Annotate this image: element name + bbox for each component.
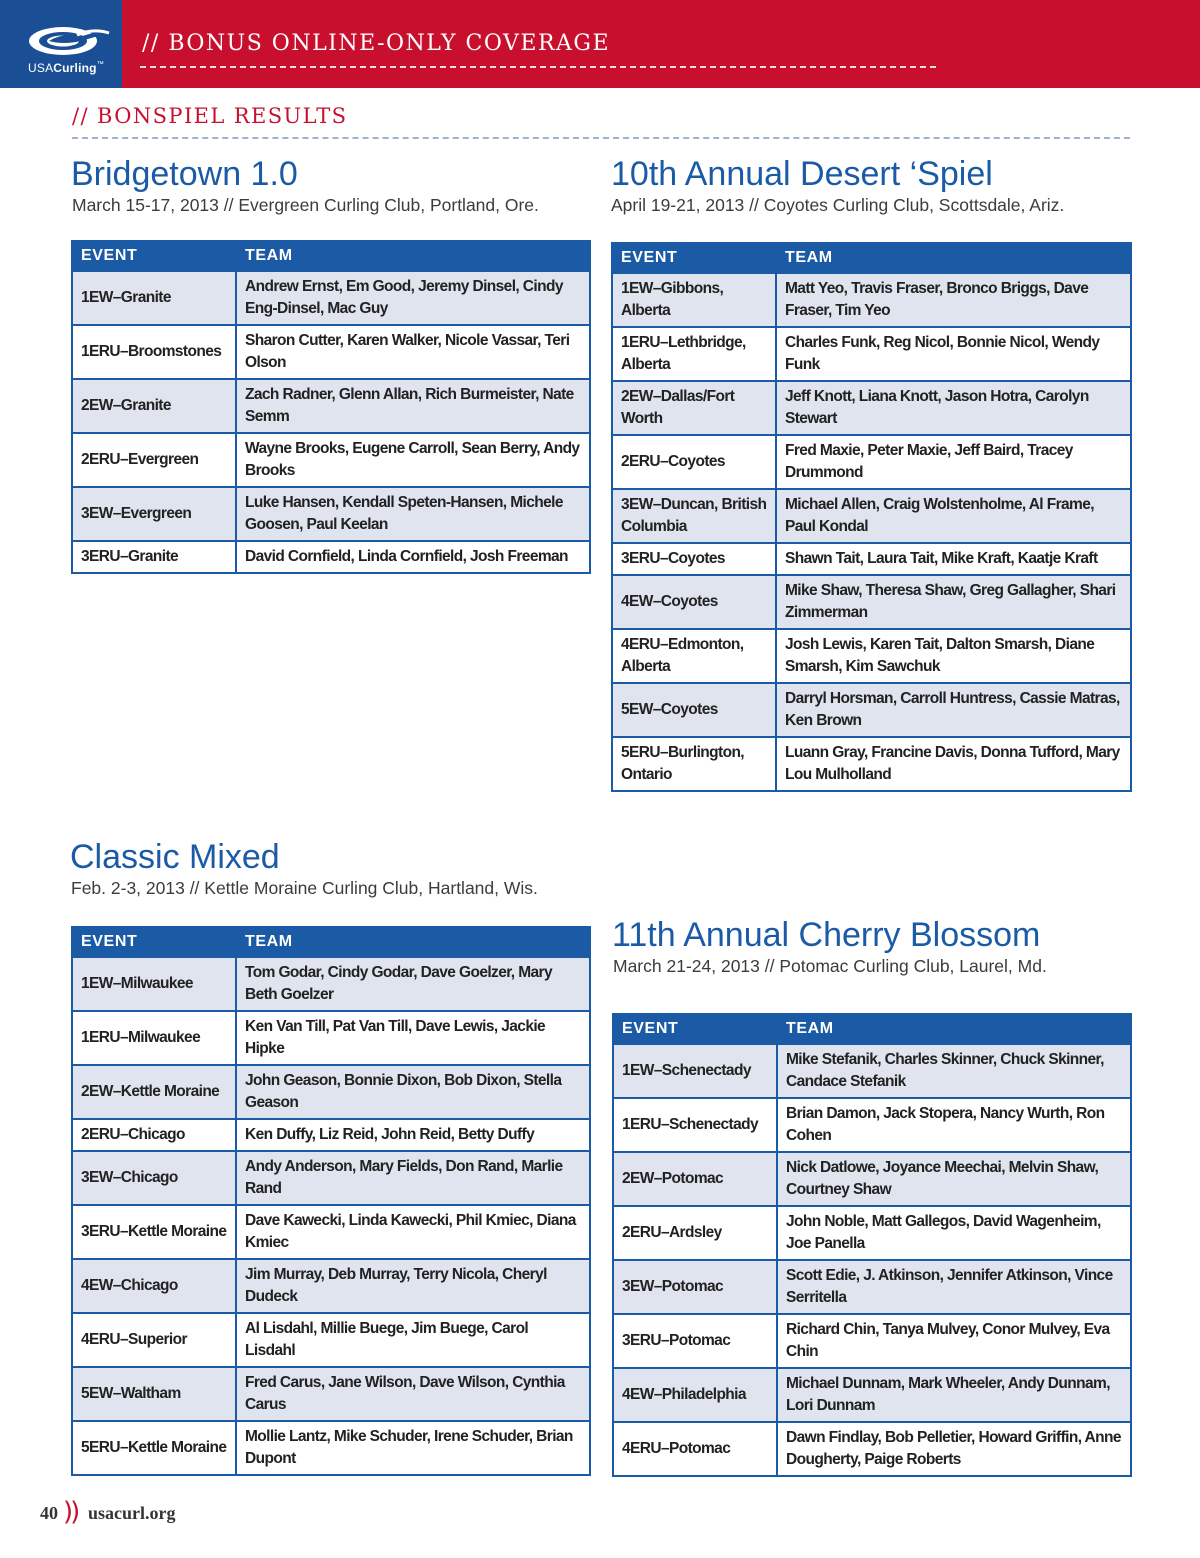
event-cell: 2ERU–Coyotes	[612, 435, 776, 489]
event-cell: 5EW–Coyotes	[612, 683, 776, 737]
table-row	[72, 1151, 590, 1205]
team-cell: Scott Edie, J. Atkinson, Jennifer Atkinson, Vince Serritella	[777, 1260, 1131, 1314]
event-cell: 3ERU–Kettle Moraine	[72, 1205, 236, 1259]
desert-spiel-subtitle: April 19-21, 2013 // Coyotes Curling Club, Scottsdale, Ariz.	[611, 195, 1065, 215]
event-cell: 4ERU–Superior	[72, 1313, 236, 1367]
team-cell: Luann Gray, Francine Davis, Donna Tufford, Mary Lou Mulholland	[776, 737, 1131, 791]
team-cell: Mike Shaw, Theresa Shaw, Greg Gallagher, Shari Zimmerman	[776, 575, 1131, 629]
banner-divider	[140, 66, 936, 68]
footer-website-link[interactable]: usacurl.org	[88, 1503, 176, 1523]
event-cell: 3EW–Duncan, British Columbia	[612, 489, 776, 543]
table-row	[72, 1259, 590, 1313]
table-row	[72, 541, 590, 573]
team-cell: Richard Chin, Tanya Mulvey, Conor Mulvey, Eva Chin	[777, 1314, 1131, 1368]
event-cell: 1ERU–Lethbridge, Alberta	[612, 327, 776, 381]
classic-mixed-title: Classic Mixed	[70, 838, 280, 876]
team-cell: Jim Murray, Deb Murray, Terry Nicola, Cheryl Dudeck	[236, 1259, 590, 1313]
team-cell: Shawn Tait, Laura Tait, Mike Kraft, Kaatje Kraft	[776, 543, 1131, 575]
event-cell: 4ERU–Edmonton, Alberta	[612, 629, 776, 683]
event-cell: 2EW–Granite	[72, 379, 236, 433]
table-row	[612, 629, 1131, 683]
event-cell: 1EW–Schenectady	[613, 1044, 777, 1098]
table-row	[613, 1044, 1131, 1098]
bridgetown-title: Bridgetown 1.0	[71, 155, 298, 193]
table-row	[612, 575, 1131, 629]
team-cell: Fred Carus, Jane Wilson, Dave Wilson, Cynthia Carus	[236, 1367, 590, 1421]
table-row	[72, 433, 590, 487]
table-row	[72, 1011, 590, 1065]
team-cell: Ken Duffy, Liz Reid, John Reid, Betty Duffy	[236, 1119, 590, 1151]
desert-spiel-title: 10th Annual Desert ‘Spiel	[611, 155, 993, 193]
usa-curling-logo[interactable]	[0, 0, 122, 88]
table-row	[72, 1119, 590, 1151]
event-cell: 2ERU–Evergreen	[72, 433, 236, 487]
column-header-team: TEAM	[236, 927, 590, 957]
event-cell: 1EW–Granite	[72, 271, 236, 325]
event-cell: 2EW–Dallas/Fort Worth	[612, 381, 776, 435]
team-cell: Andy Anderson, Mary Fields, Don Rand, Marlie Rand	[236, 1151, 590, 1205]
desert-spiel-results-table	[611, 242, 1132, 792]
event-cell: 2EW–Kettle Moraine	[72, 1065, 236, 1119]
team-cell: Michael Dunnam, Mark Wheeler, Andy Dunnam, Lori Dunnam	[777, 1368, 1131, 1422]
event-cell: 1ERU–Schenectady	[613, 1098, 777, 1152]
table-row	[613, 1260, 1131, 1314]
table-row	[613, 1314, 1131, 1368]
table-row	[72, 1367, 590, 1421]
event-cell: 3ERU–Potomac	[613, 1314, 777, 1368]
table-row	[72, 957, 590, 1011]
team-cell: Tom Godar, Cindy Godar, Dave Goelzer, Mary Beth Goelzer	[236, 957, 590, 1011]
team-cell: Nick Datlowe, Joyance Meechai, Melvin Shaw, Courtney Shaw	[777, 1152, 1131, 1206]
table-row	[72, 379, 590, 433]
event-cell: 5EW–Waltham	[72, 1367, 236, 1421]
classic-mixed-results-table	[71, 926, 591, 1476]
event-cell: 3EW–Potomac	[613, 1260, 777, 1314]
table-row	[613, 1368, 1131, 1422]
column-header-event: EVENT	[72, 241, 236, 271]
column-header-team: TEAM	[776, 243, 1131, 273]
footer-parens-ornament: ))	[63, 1497, 78, 1527]
team-cell: Zach Radner, Glenn Allan, Rich Burmeister, Nate Semm	[236, 379, 590, 433]
team-cell: Brian Damon, Jack Stopera, Nancy Wurth, Ron Cohen	[777, 1098, 1131, 1152]
table-row	[612, 381, 1131, 435]
table-row	[613, 1422, 1131, 1476]
column-header-event: EVENT	[613, 1014, 777, 1044]
section-title: // BONSPIEL RESULTS	[72, 104, 348, 128]
team-cell: Dave Kawecki, Linda Kawecki, Phil Kmiec, Diana Kmiec	[236, 1205, 590, 1259]
table-row	[612, 543, 1131, 575]
classic-mixed-subtitle: Feb. 2-3, 2013 // Kettle Moraine Curling Club, Hartland, Wis.	[71, 878, 538, 898]
table-row	[613, 1098, 1131, 1152]
table-row	[72, 1065, 590, 1119]
column-header-event: EVENT	[72, 927, 236, 957]
event-cell: 2ERU–Ardsley	[613, 1206, 777, 1260]
team-cell: David Cornfield, Linda Cornfield, Josh Freeman	[236, 541, 590, 573]
team-cell: Ken Van Till, Pat Van Till, Dave Lewis, Jackie Hipke	[236, 1011, 590, 1065]
event-cell: 1EW–Milwaukee	[72, 957, 236, 1011]
team-cell: Al Lisdahl, Millie Buege, Jim Buege, Carol Lisdahl	[236, 1313, 590, 1367]
table-row	[72, 1421, 590, 1475]
table-row	[612, 327, 1131, 381]
page-number: 40	[40, 1503, 58, 1523]
event-cell: 1ERU–Broomstones	[72, 325, 236, 379]
table-row	[613, 1152, 1131, 1206]
team-cell: Fred Maxie, Peter Maxie, Jeff Baird, Tracey Drummond	[776, 435, 1131, 489]
team-cell: Luke Hansen, Kendall Speten-Hansen, Michele Goosen, Paul Keelan	[236, 487, 590, 541]
event-cell: 1ERU–Milwaukee	[72, 1011, 236, 1065]
team-cell: Andrew Ernst, Em Good, Jeremy Dinsel, Cindy Eng-Dinsel, Mac Guy	[236, 271, 590, 325]
column-header-team: TEAM	[777, 1014, 1131, 1044]
team-cell: Matt Yeo, Travis Fraser, Bronco Briggs, Dave Fraser, Tim Yeo	[776, 273, 1131, 327]
table-row	[612, 435, 1131, 489]
event-cell: 4ERU–Potomac	[613, 1422, 777, 1476]
bridgetown-subtitle: March 15-17, 2013 // Evergreen Curling Club, Portland, Ore.	[72, 195, 539, 215]
curling-stone-logo-icon	[27, 24, 111, 58]
team-cell: Charles Funk, Reg Nicol, Bonnie Nicol, Wendy Funk	[776, 327, 1131, 381]
section-divider	[72, 137, 1130, 139]
team-cell: Josh Lewis, Karen Tait, Dalton Smarsh, Diane Smarsh, Kim Sawchuk	[776, 629, 1131, 683]
team-cell: Darryl Horsman, Carroll Huntress, Cassie Matras, Ken Brown	[776, 683, 1131, 737]
event-cell: 2EW–Potomac	[613, 1152, 777, 1206]
table-row	[612, 737, 1131, 791]
event-cell: 4EW–Philadelphia	[613, 1368, 777, 1422]
cherry-blossom-subtitle: March 21-24, 2013 // Potomac Curling Club, Laurel, Md.	[613, 956, 1047, 976]
team-cell: Jeff Knott, Liana Knott, Jason Hotra, Carolyn Stewart	[776, 381, 1131, 435]
table-row	[72, 271, 590, 325]
table-row	[72, 487, 590, 541]
table-row	[612, 273, 1131, 327]
column-header-team: TEAM	[236, 241, 590, 271]
table-row	[613, 1206, 1131, 1260]
logo-wordmark: USACurling™	[28, 61, 104, 75]
event-cell: 3EW–Evergreen	[72, 487, 236, 541]
event-cell: 3ERU–Granite	[72, 541, 236, 573]
team-cell: John Noble, Matt Gallegos, David Wagenheim, Joe Panella	[777, 1206, 1131, 1260]
cherry-blossom-title: 11th Annual Cherry Blossom	[612, 916, 1041, 954]
event-cell: 5ERU–Burlington, Ontario	[612, 737, 776, 791]
event-cell: 4EW–Chicago	[72, 1259, 236, 1313]
event-cell: 3EW–Chicago	[72, 1151, 236, 1205]
team-cell: John Geason, Bonnie Dixon, Bob Dixon, Stella Geason	[236, 1065, 590, 1119]
event-cell: 5ERU–Kettle Moraine	[72, 1421, 236, 1475]
event-cell: 2ERU–Chicago	[72, 1119, 236, 1151]
column-header-event: EVENT	[612, 243, 776, 273]
banner-title: // BONUS ONLINE-ONLY COVERAGE	[142, 31, 611, 56]
event-cell: 4EW–Coyotes	[612, 575, 776, 629]
table-row	[612, 683, 1131, 737]
team-cell: Sharon Cutter, Karen Walker, Nicole Vassar, Teri Olson	[236, 325, 590, 379]
team-cell: Mike Stefanik, Charles Skinner, Chuck Skinner, Candace Stefanik	[777, 1044, 1131, 1098]
table-row	[612, 489, 1131, 543]
team-cell: Wayne Brooks, Eugene Carroll, Sean Berry, Andy Brooks	[236, 433, 590, 487]
team-cell: Michael Allen, Craig Wolstenholme, Al Frame, Paul Kondal	[776, 489, 1131, 543]
event-cell: 3ERU–Coyotes	[612, 543, 776, 575]
team-cell: Dawn Findlay, Bob Pelletier, Howard Griffin, Anne Dougherty, Paige Roberts	[777, 1422, 1131, 1476]
table-row	[72, 1205, 590, 1259]
table-row	[72, 325, 590, 379]
bridgetown-results-table	[71, 240, 591, 574]
cherry-blossom-results-table	[612, 1013, 1132, 1477]
team-cell: Mollie Lantz, Mike Schuder, Irene Schuder, Brian Dupont	[236, 1421, 590, 1475]
table-row	[72, 1313, 590, 1367]
event-cell: 1EW–Gibbons, Alberta	[612, 273, 776, 327]
